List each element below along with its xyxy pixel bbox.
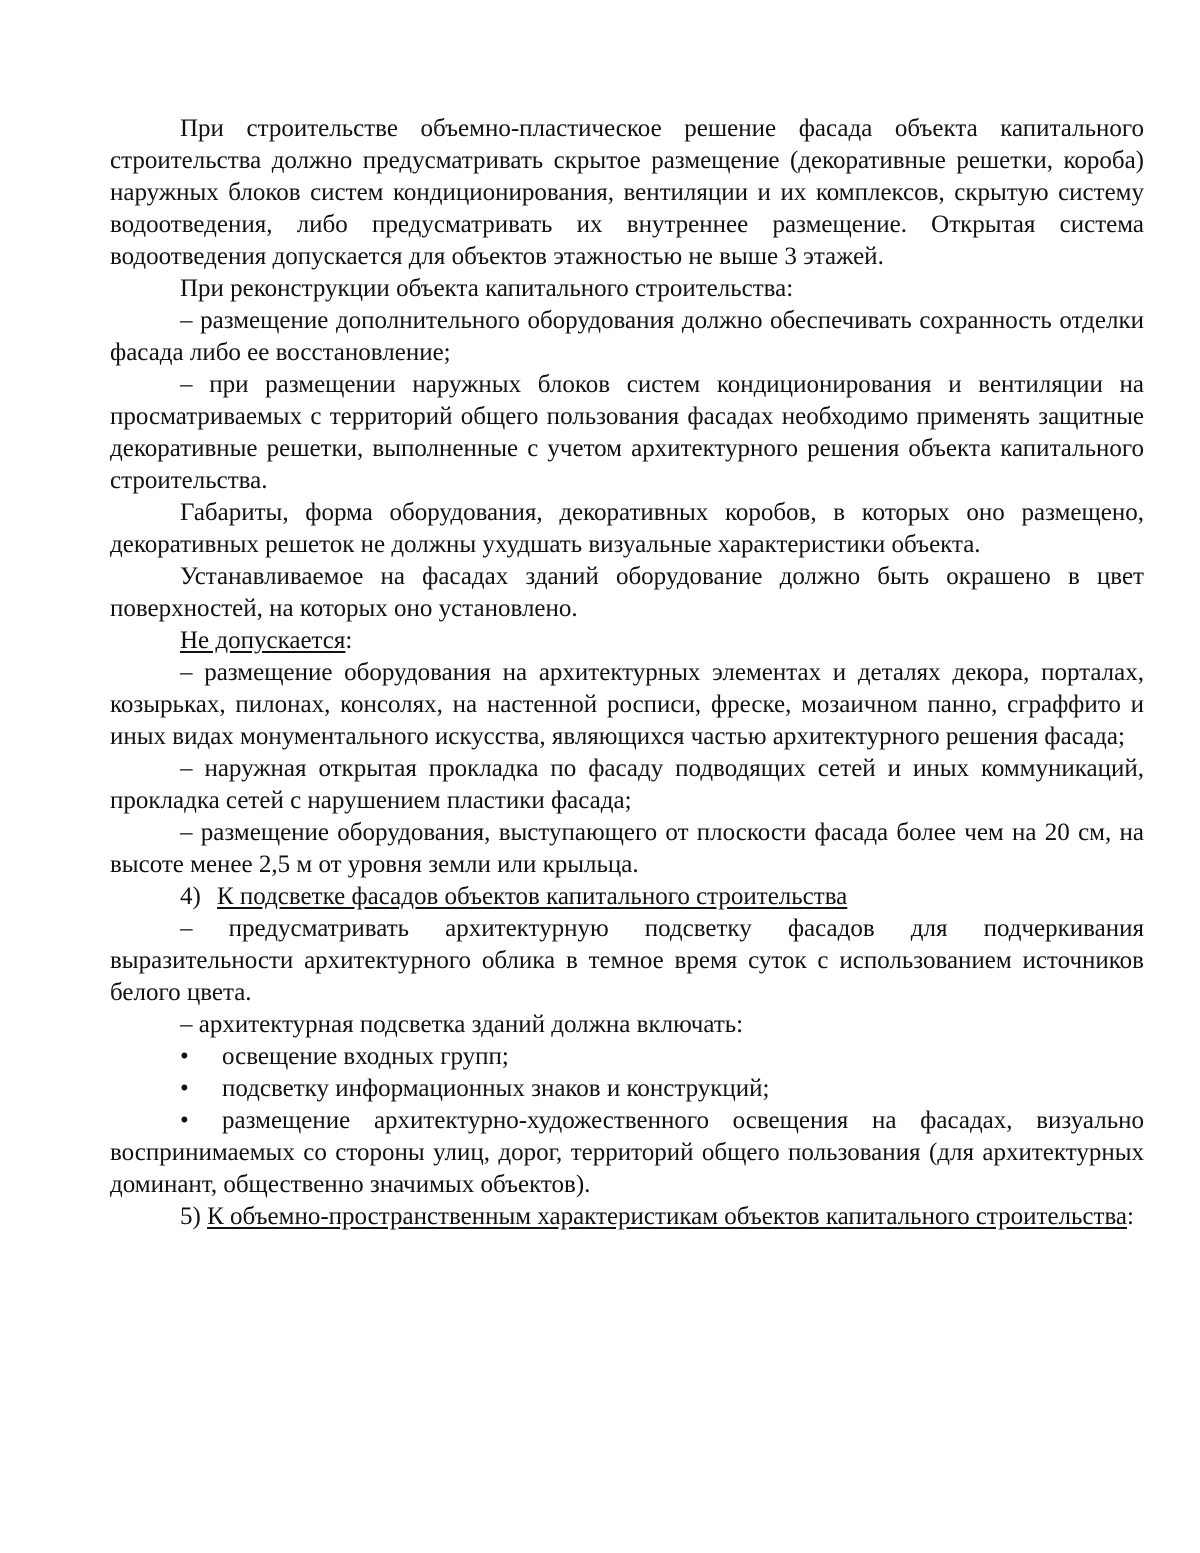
section-4-title: К подсветке фасадов объектов капитального строительства (217, 883, 848, 910)
bullet-text: освещение входных групп; (222, 1043, 509, 1070)
list-item (110, 1073, 1144, 1105)
bullet-icon: • (180, 1043, 189, 1070)
section-4-number: 4) (180, 883, 201, 910)
section-5-number: 5) (180, 1203, 201, 1230)
list-item (110, 1041, 1144, 1073)
paragraph-not-allowed (110, 625, 1144, 657)
paragraph-outdoor-units: – при размещении наружных блоков систем кондиционирования и вентиляции на просматриваемых с территорий общего пользования фасадах необходимо применять защитные декоративные решетки, выполненные с учетом архитектурного решения объекта капитального строительства. (110, 371, 1144, 494)
paragraph-lighting-white: – предусматривать архитектурную подсветку фасадов для подчеркивания выразительности архитектурного облика в темное время суток с использованием источников белого цвета. (110, 915, 1144, 1006)
paragraph-projecting-equipment: – размещение оборудования, выступающего от плоскости фасада более чем на 20 см, на высоте менее 2,5 м от уровня земли или крыльца. (110, 819, 1144, 878)
paragraph-open-networks: – наружная открытая прокладка по фасаду подводящих сетей и иных коммуникаций, прокладка сетей с нарушением пластики фасада; (110, 755, 1144, 814)
section-4-heading (110, 881, 1144, 913)
paragraph-equipment-color: Устанавливаемое на фасадах зданий оборудование должно быть окрашено в цвет поверхностей, на которых оно установлено. (110, 563, 1144, 622)
section-5-colon: : (1127, 1203, 1134, 1230)
paragraph-construction: При строительстве объемно-пластическое решение фасада объекта капитального строительства должно предусматривать скрытое размещение (декоративные решетки, короба) наружных блоков систем кондиционирования, вентиляции и их комплексов, скрытую систему водоотведения, либо предусматривать их внутреннее размещение. Открытая система водоотведения допускается для объектов этажностью не выше 3 этажей. (110, 115, 1144, 270)
section-5-title: К объемно-пространственным характеристикам объектов капитального строительства (207, 1203, 1128, 1230)
bullet-text: подсветку информационных знаков и конструкций; (222, 1075, 770, 1102)
bullet-text: размещение архитектурно-художественного освещения на фасадах, визуально воспринимаемых со стороны улиц, дорог, территорий общего пользования (для архитектурных доминант, общественно значимых объектов). (110, 1107, 1144, 1198)
document-page (110, 113, 1144, 1233)
bullet-icon: • (180, 1107, 189, 1134)
bullet-icon: • (180, 1075, 189, 1102)
section-5-heading (110, 1201, 1144, 1233)
paragraph-reconstruction-intro: При реконструкции объекта капитального строительства: (180, 275, 794, 302)
paragraph-decor-elements: – размещение оборудования на архитектурных элементах и деталях декора, порталах, козырьках, пилонах, консолях, на настенной росписи, фреске, мозаичном панно, сграффито и иных видах монументального искусства, являющихся частью архитектурного решения фасада; (110, 659, 1144, 750)
paragraph-dimensions: Габариты, форма оборудования, декоративных коробов, в которых оно размещено, декоративных решеток не должны ухудшать визуальные характеристики объекта. (110, 499, 1144, 558)
not-allowed-heading: Не допускается (180, 627, 346, 654)
not-allowed-colon: : (345, 627, 353, 654)
paragraph-equipment-preservation: – размещение дополнительного оборудования должно обеспечивать сохранность отделки фасада либо ее восстановление; (110, 307, 1144, 366)
paragraph-lighting-includes: – архитектурная подсветка зданий должна включать: (180, 1011, 744, 1038)
list-item (110, 1105, 1144, 1201)
